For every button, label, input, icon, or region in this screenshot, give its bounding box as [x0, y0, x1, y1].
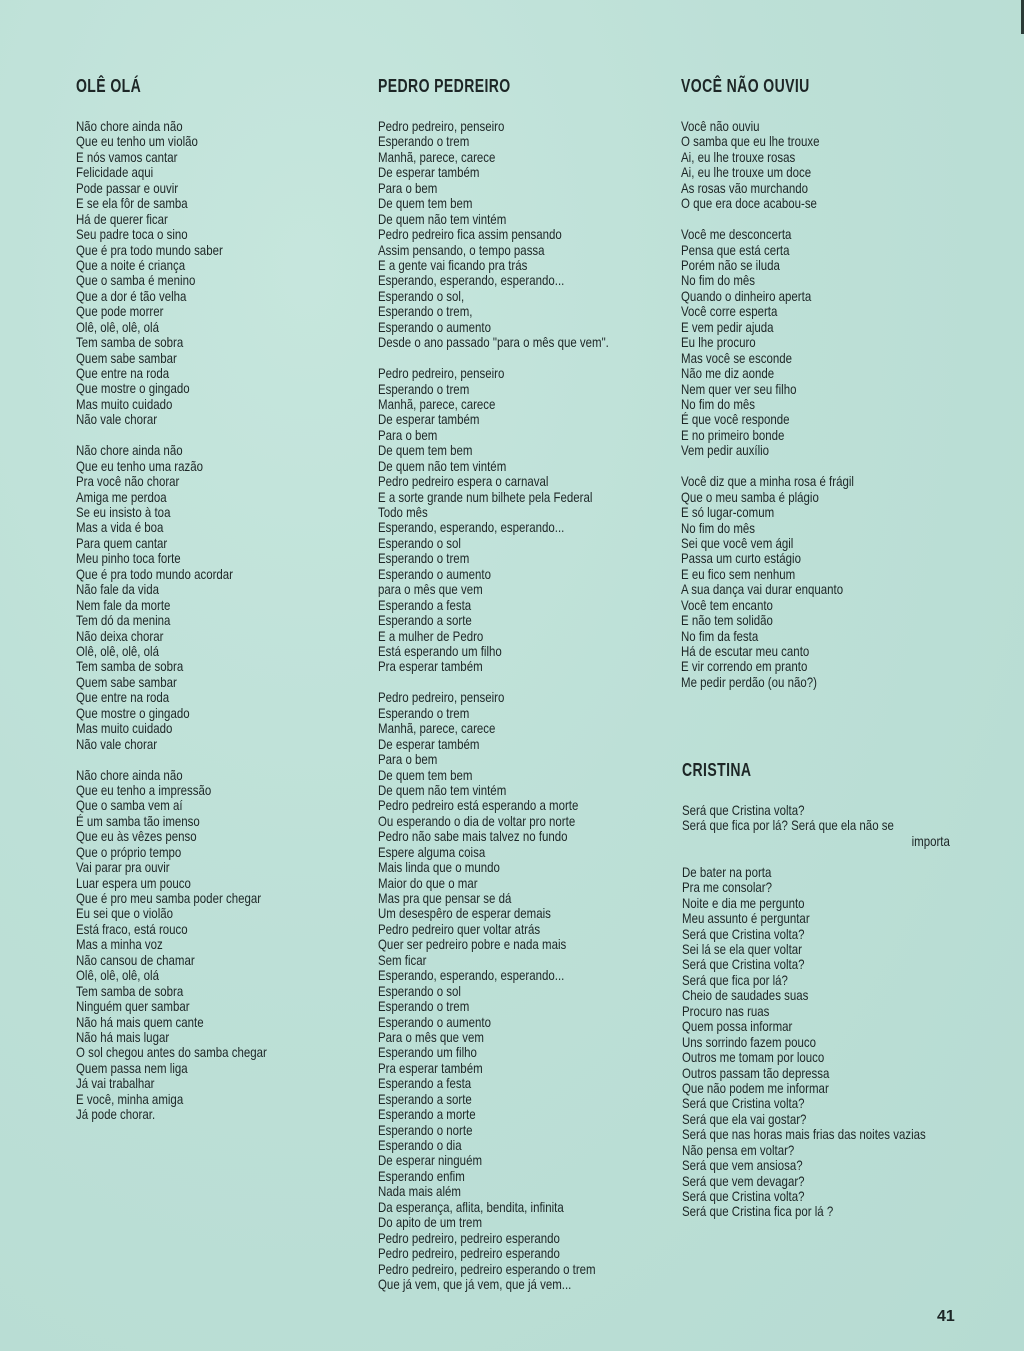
lyric-line: Você tem encanto [681, 596, 773, 613]
stanza [682, 803, 982, 849]
lyric-line: Que o meu samba é plágio [681, 488, 819, 505]
lyric-line: Já vai trabalhar [76, 1075, 155, 1092]
song-title: PEDRO PEDREIRO [378, 76, 511, 96]
lyric-line: Tem samba de sobra [76, 658, 184, 675]
lyric-line: Amiga me perdoa [76, 488, 167, 505]
lyric-line: Manhã, parece, carece [378, 720, 496, 737]
lyric-line: Que o samba vem aí [76, 797, 183, 814]
lyric-line: E você, minha amiga [76, 1090, 184, 1107]
lyric-line: Pra você não chorar [76, 473, 180, 490]
lyric-line: para o mês que vem [378, 581, 483, 598]
song-title: CRISTINA [682, 760, 752, 780]
lyric-line: No fim do mês [681, 395, 756, 412]
lyric-line: Mas pra que pensar se dá [378, 890, 512, 906]
lyric-line: Que é pra todo mundo acordar [76, 565, 234, 582]
lyric-line: Que eu às vêzes penso [76, 828, 197, 845]
lyric-line: Esperando o trem [378, 550, 470, 567]
lyric-line: Que é pra todo mundo saber [76, 241, 223, 258]
lyric-line: Esperando, esperando, esperando... [378, 967, 565, 984]
lyric-line: Mas muito cuidado [76, 720, 173, 737]
column-voce-nao-ouviu [681, 74, 981, 706]
lyric-line: E só lugar-comum [681, 504, 775, 521]
lyric-line: Manhã, parece, carece [378, 395, 496, 412]
lyric-line: Será que Cristina volta? [682, 1188, 805, 1204]
lyric-line: Que eu tenho um violão [76, 133, 198, 150]
lyric-line: Pedro pedreiro, pedreiro esperando o trem [378, 1260, 596, 1277]
lyric-line: Passa um curto estágio [681, 550, 801, 567]
lyric-line: Pedro pedreiro espera o carnaval [378, 473, 549, 490]
lyric-line: No fim do mês [681, 519, 756, 536]
lyric-line: Sem ficar [378, 951, 427, 968]
lyric-line: Será que Cristina fica por lá ? [682, 1203, 834, 1220]
lyric-line: Pra me consolar? [682, 879, 772, 896]
lyric-line: Não há mais lugar [76, 1028, 170, 1045]
lyric-line: Pedro pedreiro, penseiro [378, 365, 505, 382]
lyric-line: Já pode chorar. [76, 1106, 156, 1123]
lyric-line: Quer ser pedreiro pobre e nada mais [378, 936, 567, 953]
lyric-line: Quem possa informar [682, 1018, 793, 1035]
lyric-line: Que pode morrer [76, 303, 164, 320]
lyric-line: Outros me tomam por louco [682, 1049, 825, 1066]
lyric-line: Não deixa chorar [76, 627, 164, 644]
lyric-line: Pedro pedreiro, pedreiro esperando [378, 1245, 560, 1262]
lyric-line: Esperando o trem [378, 998, 470, 1015]
lyric-line: Será que Cristina volta? [682, 925, 805, 942]
lyric-line: Não vale chorar [76, 735, 158, 752]
lyric-line: Esperando a festa [378, 596, 472, 613]
lyric-line: Será que Cristina volta? [682, 802, 805, 818]
lyric-line: Porém não se iluda [681, 257, 780, 273]
lyric-line: E a gente vai ficando pra trás [378, 256, 528, 273]
lyric-line: Será que ela vai gostar? [682, 1110, 807, 1127]
lyric-line: Esperando a festa [378, 1075, 472, 1092]
lyric-line: Será que fica por lá? [682, 971, 788, 988]
lyric-line: De quem não tem vintém [378, 457, 507, 474]
lyric-line: Maior do que o mar [378, 874, 478, 891]
lyric-line: Será que Cristina volta? [682, 1095, 805, 1112]
lyric-line: Mas você se esconde [681, 349, 793, 366]
lyric-line: Que mostre o gingado [76, 704, 190, 721]
stanza [378, 366, 678, 675]
lyric-line: Do apito de um trem [378, 1214, 483, 1231]
lyric-line: Mas muito cuidado [76, 395, 173, 412]
column-pedro-pedreiro [378, 74, 678, 1308]
lyric-line: Nem quer ver seu filho [681, 380, 797, 397]
lyric-line: Pedro pedreiro fica assim pensando [378, 226, 562, 243]
lyric-line: Pra esperar também [378, 658, 483, 675]
lyric-line: Luar espera um pouco [76, 874, 191, 891]
lyric-line: Será que Cristina volta? [682, 956, 805, 973]
lyric-line: Desde o ano passado "para o mês que vem". [378, 334, 609, 351]
lyric-line: Você me desconcerta [681, 226, 792, 243]
lyric-line: Olê, olê, olê, olá [76, 318, 159, 335]
lyric-line: Que a noite é criança [76, 256, 186, 273]
lyric-line: Está esperando um filho [378, 642, 502, 659]
lyric-line: De bater na porta [682, 863, 772, 880]
lyric-line: Outros passam tão depressa [682, 1064, 830, 1081]
stanza [681, 227, 981, 459]
lyric-line: Ninguém quer sambar [76, 998, 190, 1015]
lyric-line: Esperando o sol [378, 982, 461, 999]
lyric-line: Ai, eu lhe trouxe um doce [681, 164, 812, 181]
lyric-line: Para o bem [378, 179, 438, 196]
lyric-line: Mais linda que o mundo [378, 859, 500, 876]
lyric-line: De quem tem bem [378, 442, 473, 459]
lyric-line: Há de escutar meu canto [681, 643, 810, 659]
lyric-line: Sei lá se ela quer voltar [682, 941, 802, 957]
lyric-line: De quem tem bem [378, 766, 473, 783]
lyric-line: Quando o dinheiro aperta [681, 287, 812, 304]
lyric-line: Uns sorrindo fazem pouco [682, 1033, 817, 1050]
lyric-line: Que eu tenho uma razão [76, 457, 204, 474]
lyric-line: O samba que eu lhe trouxe [681, 133, 820, 150]
lyric-line: Eu lhe procuro [681, 334, 756, 351]
lyric-line: Esperando, esperando, esperando... [378, 272, 565, 289]
lyric-line: Assim pensando, o tempo passa [378, 241, 545, 258]
lyric-line: Não há mais quem cante [76, 1013, 204, 1030]
lyric-line: importa [911, 832, 950, 849]
lyric-line: Cheio de saudades suas [682, 987, 809, 1004]
lyric-line: Que o samba é menino [76, 272, 196, 289]
lyric-line: Manhã, parece, carece [378, 148, 496, 165]
lyric-line: Que já vem, que já vem, que já vem... [378, 1275, 572, 1292]
lyric-line: E se ela fôr de samba [76, 195, 188, 212]
lyric-line: É um samba tão imenso [76, 812, 200, 829]
lyric-line: Nada mais além [378, 1183, 461, 1200]
lyric-line: Meu pinho toca forte [76, 550, 181, 567]
lyric-line: E no primeiro bonde [681, 426, 785, 443]
lyric-line: Que mostre o gingado [76, 380, 190, 397]
lyric-line: Quem passa nem liga [76, 1059, 188, 1076]
stanza [378, 690, 678, 1292]
lyric-line: Há de querer ficar [76, 210, 168, 227]
stanza [681, 474, 981, 690]
lyric-line: Pedro pedreiro, penseiro [378, 689, 505, 706]
page-number: 41 [937, 1308, 955, 1325]
lyric-line: Esperando o trem [378, 133, 470, 150]
lyric-line: O que era doce acabou-se [681, 195, 817, 212]
lyric-line: Noite e dia me pergunto [682, 894, 805, 911]
lyric-line: Nem fale da morte [76, 596, 171, 613]
lyric-line: De quem não tem vintém [378, 210, 507, 227]
lyric-line: Esperando o aumento [378, 565, 491, 582]
lyric-line: Pedro não sabe mais talvez no fundo [378, 828, 568, 845]
stanza [378, 119, 678, 351]
lyric-line: A sua dança vai durar enquanto [681, 581, 844, 598]
lyric-line: Será que nas horas mais frias das noites vazias [682, 1126, 926, 1143]
lyric-line: Pode passar e ouvir [76, 179, 179, 196]
lyric-line: Que é pro meu samba poder chegar [76, 890, 262, 906]
lyric-line: E a mulher de Pedro [378, 627, 484, 644]
lyric-line: Olê, olê, olê, olá [76, 967, 159, 984]
lyric-line: Não chore ainda não [76, 766, 183, 783]
lyric-line: Que eu tenho a impressão [76, 781, 212, 798]
lyric-line: Felicidade aqui [76, 164, 154, 181]
lyric-line: Que a dor é tão velha [76, 287, 187, 304]
lyric-line: Um desespêro de esperar demais [378, 905, 551, 922]
lyric-line: Eu sei que o violão [76, 905, 174, 922]
stanza [76, 119, 346, 428]
lyric-line: Ou esperando o dia de voltar pro norte [378, 812, 576, 829]
lyric-line: Esperando a sorte [378, 612, 472, 629]
lyric-line: No fim da festa [681, 627, 759, 644]
lyric-line: Olê, olê, olê, olá [76, 642, 159, 659]
lyric-line: Para o mês que vem [378, 1028, 484, 1045]
lyric-line: Quem sabe sambar [76, 349, 177, 366]
lyric-line: Pedro pedreiro, pedreiro esperando [378, 1229, 560, 1246]
lyric-line: Pedro pedreiro, penseiro [378, 118, 505, 134]
lyric-line: Que o próprio tempo [76, 843, 182, 860]
lyric-line: Não chore ainda não [76, 442, 183, 459]
stanza [681, 119, 981, 212]
lyric-line: Não fale da vida [76, 581, 159, 598]
lyric-line: Da esperança, aflita, bendita, infinita [378, 1198, 564, 1215]
lyric-line: E a sorte grande num bilhete pela Federal [378, 488, 593, 505]
lyric-line: Esperando o trem [378, 380, 470, 397]
lyric-line: E vem pedir ajuda [681, 318, 774, 335]
lyric-line: No fim do mês [681, 272, 756, 289]
lyric-line: De quem não tem vintém [378, 781, 507, 798]
lyric-line: Que entre na roda [76, 365, 170, 381]
lyric-line: Pra esperar também [378, 1059, 483, 1076]
lyric-line: Pedro pedreiro quer voltar atrás [378, 920, 541, 937]
column-ole-ola [76, 74, 346, 1138]
lyric-line: E vir correndo em pranto [681, 658, 808, 675]
lyric-line: Mas a vida é boa [76, 519, 164, 536]
lyric-line: Esperando, esperando, esperando... [378, 519, 565, 536]
lyric-line: Espere alguma coisa [378, 843, 486, 860]
lyric-line: De esperar também [378, 164, 480, 181]
lyric-line: Não chore ainda não [76, 118, 183, 134]
lyric-line: Está fraco, está rouco [76, 920, 188, 937]
lyric-line: Não vale chorar [76, 411, 158, 428]
lyric-line: Esperando o trem, [378, 303, 473, 320]
lyric-line: E nós vamos cantar [76, 148, 178, 165]
lyric-line: Esperando um filho [378, 1044, 477, 1061]
lyric-line: Sei que você vem ágil [681, 534, 794, 551]
lyric-line: Não me diz aonde [681, 365, 775, 382]
lyric-line: Se eu insisto à toa [76, 504, 171, 520]
lyric-line: E não tem solidão [681, 612, 773, 629]
stanza [682, 865, 982, 1220]
lyric-line: Pensa que está certa [681, 241, 790, 258]
lyric-line: Será que fica por lá? Será que ela não se [682, 817, 894, 834]
lyric-line: De quem tem bem [378, 195, 473, 212]
lyric-line: Mas a minha voz [76, 936, 163, 953]
lyric-line: Que não podem me informar [682, 1079, 829, 1096]
lyric-line: Esperando o sol [378, 534, 461, 551]
column-cristina [682, 758, 982, 1235]
lyric-line: Para o bem [378, 426, 438, 443]
lyric-line: De esperar também [378, 411, 480, 428]
lyric-line: Para o bem [378, 751, 438, 768]
lyric-line: De esperar também [378, 735, 480, 752]
song-title: VOCÊ NÃO OUVIU [681, 76, 810, 96]
lyric-line: Pedro pedreiro está esperando a morte [378, 797, 579, 814]
lyric-line: As rosas vão murchando [681, 179, 808, 196]
lyric-line: E eu fico sem nenhum [681, 565, 796, 582]
lyric-line: Será que vem devagar? [682, 1172, 805, 1189]
lyric-line: O sol chegou antes do samba chegar [76, 1044, 267, 1061]
lyric-line: De esperar ninguém [378, 1152, 483, 1169]
lyric-line: Tem samba de sobra [76, 334, 184, 351]
stanza [76, 768, 346, 1123]
lyric-line: Todo mês [378, 504, 428, 520]
lyric-line: Será que vem ansiosa? [682, 1157, 803, 1174]
lyric-line: Esperando o trem [378, 704, 470, 721]
lyric-line: Meu assunto é perguntar [682, 910, 810, 927]
lyric-line: Esperando enfim [378, 1167, 465, 1184]
lyric-line: Ai, eu lhe trouxe rosas [681, 148, 796, 165]
lyric-line: É que você responde [681, 411, 790, 428]
lyric-line: Vai parar pra ouvir [76, 859, 170, 876]
lyric-line: Tem samba de sobra [76, 982, 184, 999]
lyric-line: Esperando o dia [378, 1137, 462, 1153]
lyric-line: Você não ouviu [681, 118, 760, 134]
lyric-line: Esperando o norte [378, 1121, 473, 1138]
lyric-line: Você corre esperta [681, 303, 778, 320]
lyric-line: Que entre na roda [76, 689, 170, 706]
lyric-line: Esperando a morte [378, 1106, 476, 1123]
lyric-line: Não cansou de chamar [76, 951, 195, 968]
lyric-line: Você diz que a minha rosa é frágil [681, 473, 854, 490]
lyric-line: Esperando o aumento [378, 318, 491, 335]
lyric-line: Quem sabe sambar [76, 673, 177, 690]
stanza [76, 443, 346, 752]
lyric-line: Esperando o aumento [378, 1013, 491, 1030]
lyric-line: Não pensa em voltar? [682, 1141, 795, 1158]
lyric-line: Seu padre toca o sino [76, 226, 188, 243]
lyric-line: Esperando a sorte [378, 1090, 472, 1107]
lyric-line: Procuro nas ruas [682, 1002, 770, 1019]
lyric-line: Me pedir perdão (ou não?) [681, 673, 817, 690]
lyric-line: Para quem cantar [76, 534, 168, 551]
lyric-line: Vem pedir auxílio [681, 442, 770, 459]
lyric-line: Tem dó da menina [76, 612, 171, 629]
song-title: OLÊ OLÁ [76, 76, 142, 96]
lyric-line: Esperando o sol, [378, 287, 465, 304]
